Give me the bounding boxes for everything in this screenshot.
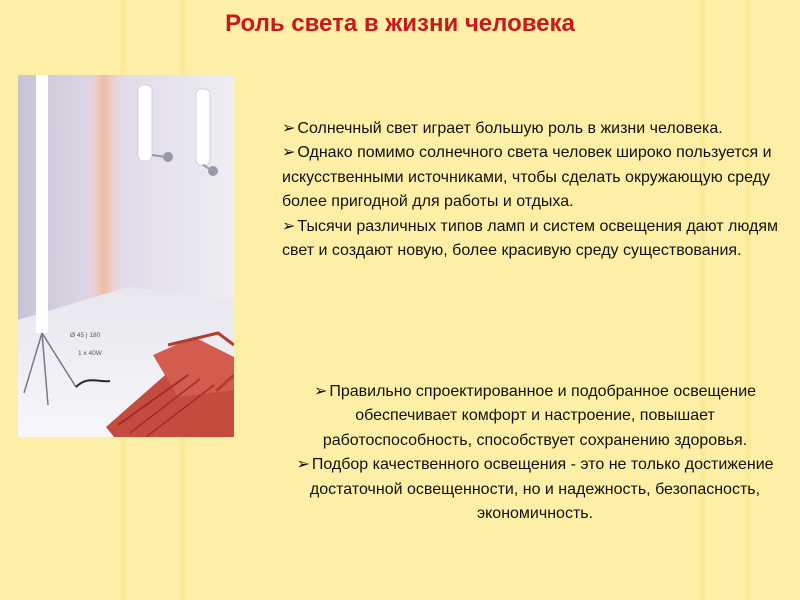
bullet-arrow-icon: ➢ (282, 120, 296, 137)
bullet-text: Правильно спроектированное и подобранное освещение обеспечивает комфорт и настроение, повышает работоспособность, способствует сохранению здоровья. (322, 383, 757, 449)
bullet-arrow-icon: ➢ (313, 383, 328, 400)
bullet-text: Тысячи различных типов ламп и систем освещения дают людям свет и создают новую, более красивую среду существования. (282, 217, 778, 260)
bullet-paragraph (282, 215, 782, 264)
lamp-photo-illustration (18, 75, 234, 437)
bullet-paragraph (282, 453, 788, 526)
bullet-text: Солнечный свет играет большую роль в жизни человека. (297, 120, 723, 137)
bullet-text: Однако помимо солнечного света человек широко пользуется и искусственными источниками, чтобы сделать окружающую среду более пригодной для работы и отдыха. (282, 144, 772, 211)
bullet-arrow-icon: ➢ (282, 144, 296, 162)
bullet-paragraph (282, 141, 782, 214)
bullet-arrow-icon: ➢ (282, 217, 296, 235)
bullet-paragraph (282, 117, 782, 141)
lamp-size-label: Ø 45 | 180 (70, 332, 101, 339)
text-block-conclusion (282, 380, 788, 526)
bullet-text: Подбор качественного освещения - это не только достижение достаточной освещенности, но и надежность, безопасность, экономичность. (309, 456, 774, 523)
bullet-arrow-icon: ➢ (296, 456, 310, 474)
text-block-main (282, 117, 782, 263)
lamp-photo (18, 75, 234, 437)
bullet-paragraph (282, 380, 788, 453)
slide-title: Роль света в жизни человека (225, 10, 575, 37)
lamp-power-label: 1 x 40W (78, 350, 102, 357)
